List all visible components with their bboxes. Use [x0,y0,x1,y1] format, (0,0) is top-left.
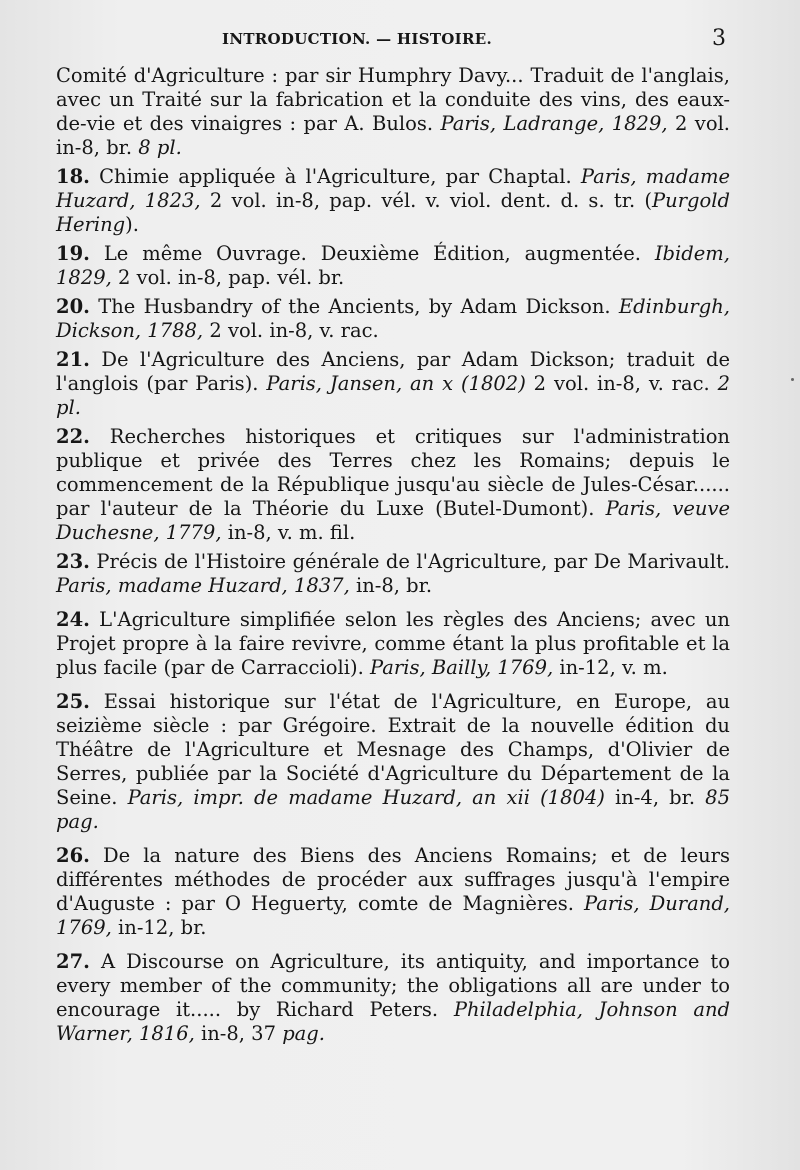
bibliography-entry-24: 24. L'Agriculture simplifiée selon les règles des Anciens; avec un Projet propre à la faire revivre, comme étant la plus profitable et la plus facile (par de Carraccioli). Paris, Bailly, 1769, in-12, v. m. [56,608,730,679]
bibliography-entry-22: 22. Recherches historiques et critiques sur l'administration publique et privée des Terres chez les Romains; depuis le commencement de la République jusqu'au siècle de Jules-César...... par l'auteur de la Théorie du Luxe (Butel-Dumont). Paris, veuve Duchesne, 1779, in-8, v. m. fil. [56,425,730,544]
bibliography-entry-23: 23. Précis de l'Histoire générale de l'Agriculture, par De Marivault. Paris, madame Huzard, 1837, in-8, br. [56,550,730,597]
bibliography-entry-continued: Comité d'Agriculture : par sir Humphry Davy... Traduit de l'anglais, avec un Traité sur la fabrication et la conduite des vins, des eaux-de-vie et des vinaigres : par A. Bulos. Paris, Ladrange, 1829, 2 vol. in-8, br. 8 pl. [56,64,731,159]
page-header [222,26,726,60]
bibliography-entry-18: 18. Chimie appliquée à l'Agriculture, par Chaptal. Paris, madame Huzard, 1823, 2 vol. in-8, pap. vél. v. viol. dent. d. s. tr. (Purgold Hering). [56,165,730,236]
margin-speck [791,378,794,381]
bibliography-entry-26: 26. De la nature des Biens des Anciens Romains; et de leurs différentes méthodes de procéder aux suffrages jusqu'à l'empire d'Auguste : par O Heguerty, comte de Magnières. Paris, Durand, 1769, in-12, br. [56,844,730,939]
bibliography-entry-21: 21. De l'Agriculture des Anciens, par Adam Dickson; traduit de l'anglois (par Paris). Paris, Jansen, an x (1802) 2 vol. in-8, v. rac. 2 pl. [56,348,730,419]
bibliography-entry-27: 27. A Discourse on Agriculture, its antiquity, and importance to every member of the community; the obligations all are under to encourage it..... by Richard Peters. Philadelphia, Johnson and Warner, 1816, in-8, 37 pag. [56,950,730,1045]
bibliography-entry-19: 19. Le même Ouvrage. Deuxième Édition, augmentée. Ibidem, 1829, 2 vol. in-8, pap. vél. br. [56,242,730,289]
page-number: 3 [712,26,726,51]
running-head: INTRODUCTION. — HISTOIRE. [222,30,492,48]
bibliography-list [56,64,730,1051]
bibliography-entry-25: 25. Essai historique sur l'état de l'Agriculture, en Europe, au seizième siècle : par Grégoire. Extrait de la nouvelle édition du Théâtre de l'Agriculture et Mesnage des Champs, d'Olivier de Serres, publiée par la Société d'Agriculture du Département de la Seine. Paris, impr. de madame Huzard, an xii (1804) in-4, br. 85 pag. [56,690,730,833]
bibliography-entry-20: 20. The Husbandry of the Ancients, by Adam Dickson. Edinburgh, Dickson, 1788, 2 vol. in-8, v. rac. [56,295,730,342]
